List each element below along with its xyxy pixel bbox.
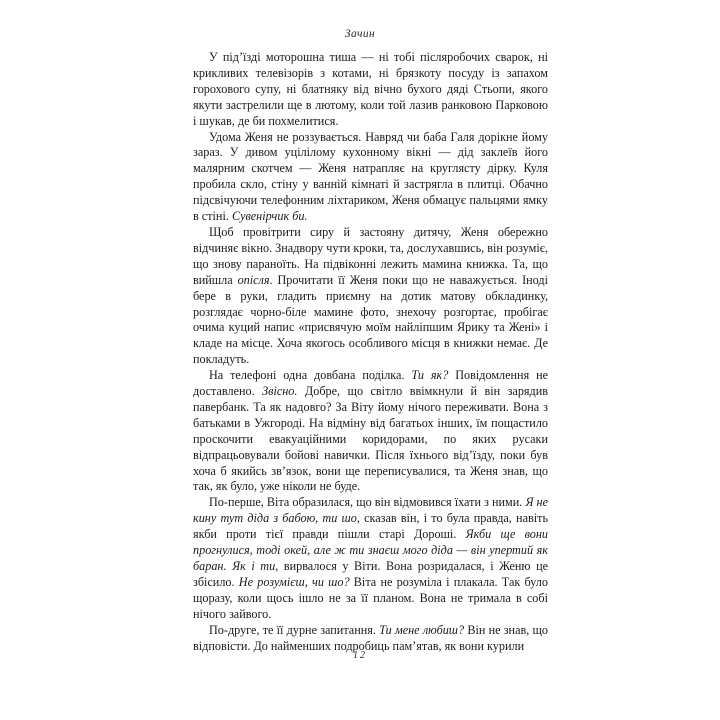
italic-text-run: опісля (237, 272, 270, 287)
text-run: Удома Женя не роззувається. Навряд чи баба Галя дорікне йому зараз. У дивом уцілілому кухонному вікні — дід заклеїв його малярним скотчем — Женя натрапляє на круглясту дірку. Куля пробила скло, стіну у ванній кімнаті й застрягла в плитці. Обачно підсвічуючи телефонним ліхтариком, Женя обмацує пальцями ямку в стіні. (193, 129, 548, 224)
paragraph (193, 368, 548, 495)
text-run: Віта не розуміла і плакала. Так було щоразу, коли щось ішло не за її планом. Вона не тримала в собі нічого зайвого. (193, 574, 548, 621)
text-run: . Прочитати її Женя поки що не наважується. Іноді бере в руки, гладить приємну на дотик матову обкладинку, розглядає чорно-біле мамине фото, знехочу розгортає, пробігає очима куций напис «присвячую моїм найліпшим Ярику та Жені» і кладе на місце. Хоча якогось особливого місця в книжки немає. Де покладуть. (193, 272, 548, 367)
text-run: На телефоні одна довбана поділка. (209, 368, 412, 383)
paragraph (193, 495, 548, 622)
running-head: Зачин (344, 28, 376, 40)
italic-text-run: Сувенірчик би. (231, 209, 308, 224)
text-run: Добре, що світло ввімкнули й він зарядив павербанк. Та як надовго? За Віту йому нічого переживати. Вона з батьками в Ужгороді. На відміну від багатьох інших, їм пощастило проскочити евакуаційними коридорами, по яких русаки відпрацьовували бойові навички. Після їхнього від’їзду, поки був хоча б якийсь зв’язок, вони ще переписувалися, та Женя знав, що так, як було, уже ніколи не буде. (193, 384, 548, 494)
text-run: По-друге, те її дурне запитання. (209, 622, 380, 637)
text-run: У під’їзді моторошна тиша — ні тобі післяробочих сварок, ні крикливих телевізорів з котами, ні брязкоту посуду із запахом горохового супу, ні блатняку від вічно бухого дяді Стьопи, якого якути застрелили ще в лютому, коли той лазив ранковою Парковою і шукав, де би похмелитися. (193, 50, 548, 128)
text-run: Він не знав, що відповісти. До найменших подробиць пам’ятав, як вони курили (193, 622, 548, 653)
paragraph (193, 225, 548, 368)
paragraph (193, 130, 548, 225)
italic-text-run: Я не кину тут діда з бабою, ти шо (193, 495, 548, 526)
page-body (193, 50, 548, 654)
text-run: , сказав він, і то була правда, навіть якби проти тієї правди пішли старі Дороші. (193, 511, 549, 542)
italic-text-run: Ти як? (411, 368, 449, 383)
italic-text-run: Якби ще вони прогнулися, тоді окей, але ж ти знаєш мого діда — він упертий як баран. Як і ти (193, 527, 548, 573)
italic-text-run: Не розумієш, чи шо? (238, 574, 350, 589)
text-run: Повідомлення не доставлено. (193, 368, 548, 399)
text-run: Щоб провітрити сиру й застояну дитячу, Женя обережно відчиняє вікно. Знадвору чути кроки, та, дослухавшись, він розуміє, що знову параноїть. На підвіконні лежить мамина книжка. Та, що вийшла (193, 224, 549, 287)
page-number: 12 (353, 650, 367, 661)
text-run: , вирвалося у Віти. Вона розридалася, і Женю це збісило. (193, 559, 548, 589)
text-run: По-перше, Віта образилася, що він відмовився їхати з ними. (209, 495, 526, 510)
paragraph (193, 50, 548, 130)
italic-text-run: Звісно. (262, 384, 298, 399)
italic-text-run: Ти мене любиш? (379, 622, 465, 637)
